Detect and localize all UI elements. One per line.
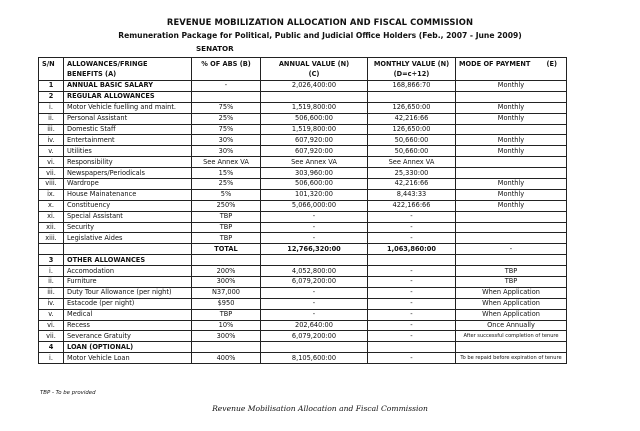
cell-benefit: Recess [64, 320, 192, 331]
cell-pct-abs: 5% [192, 189, 261, 200]
cell-benefit: LOAN (OPTIONAL) [64, 342, 192, 353]
cell-mode-of-payment: Monthly [456, 200, 567, 211]
cell-mode-of-payment [456, 157, 567, 168]
cell-annual-value: 5,066,000:00 [261, 200, 368, 211]
cell-annual-value: 506,600:00 [261, 179, 368, 190]
cell-mode-of-payment: When Application [456, 287, 567, 298]
cell-sn: vi. [39, 157, 64, 168]
table-row [39, 146, 567, 157]
cell-benefit: Medical [64, 309, 192, 320]
cell-monthly-value [368, 255, 456, 266]
table-row [39, 353, 567, 364]
cell-benefit: OTHER ALLOWANCES [64, 255, 192, 266]
cell-benefit: Security [64, 222, 192, 233]
table-row [39, 211, 567, 222]
cell-annual-value: 101,320:00 [261, 189, 368, 200]
table-row [39, 320, 567, 331]
cell-monthly-value: - [368, 320, 456, 331]
cell-pct-abs: TBP [192, 233, 261, 244]
cell-monthly-value: - [368, 309, 456, 320]
table-row [39, 233, 567, 244]
cell-monthly-value: - [368, 331, 456, 342]
cell-pct-abs: 200% [192, 266, 261, 277]
table-row [39, 124, 567, 135]
table-row [39, 342, 567, 353]
cell-mode-of-payment: - [456, 244, 567, 255]
cell-annual-value [261, 91, 368, 102]
cell-pct-abs: 30% [192, 146, 261, 157]
total-row [39, 244, 567, 255]
cell-sn: iv. [39, 298, 64, 309]
cell-mode-of-payment [456, 168, 567, 179]
cell-benefit: Utilities [64, 146, 192, 157]
cell-monthly-value: 126,650:00 [368, 102, 456, 113]
table-row [39, 113, 567, 124]
cell-sn: 1 [39, 81, 64, 92]
cell-monthly-value: 42,216:66 [368, 113, 456, 124]
document-title: REVENUE MOBILIZATION ALLOCATION AND FISCAL COMMISSION [166, 17, 474, 27]
cell-annual-value: 506,600:00 [261, 113, 368, 124]
cell-monthly-value: - [368, 277, 456, 288]
cell-benefit: Motor Vehicle Loan [64, 353, 192, 364]
cell-benefit: Accomodation [64, 266, 192, 277]
cell-sn: 3 [39, 255, 64, 266]
cell-sn: i. [39, 102, 64, 113]
table-header-row [39, 58, 567, 81]
header-monthly-value: MONTHLY VALUE (N) (D=c÷12) [368, 58, 456, 81]
cell-sn: i. [39, 353, 64, 364]
cell-pct-abs: TBP [192, 211, 261, 222]
cell-sn [39, 244, 64, 255]
cell-pct-abs [192, 342, 261, 353]
table-body [39, 81, 567, 364]
table-row [39, 309, 567, 320]
cell-monthly-value: 126,650:00 [368, 124, 456, 135]
cell-mode-of-payment [456, 124, 567, 135]
cell-mode-of-payment [456, 91, 567, 102]
cell-pct-abs [192, 91, 261, 102]
cell-benefit: Wardrope [64, 179, 192, 190]
cell-pct-abs: 400% [192, 353, 261, 364]
cell-annual-value: 607,920:00 [261, 146, 368, 157]
cell-sn: vi. [39, 320, 64, 331]
cell-mode-of-payment: Monthly [456, 146, 567, 157]
cell-pct-abs: 300% [192, 331, 261, 342]
cell-mode-of-payment: TBP [456, 266, 567, 277]
cell-mode-of-payment: Monthly [456, 102, 567, 113]
cell-annual-value: 607,920:00 [261, 135, 368, 146]
table-row [39, 81, 567, 92]
cell-pct-abs: 25% [192, 179, 261, 190]
cell-benefit: Entertainment [64, 135, 192, 146]
table-row [39, 91, 567, 102]
table-row [39, 157, 567, 168]
table-row [39, 298, 567, 309]
table-row [39, 200, 567, 211]
cell-annual-value: - [261, 233, 368, 244]
cell-benefit: Domestic Staff [64, 124, 192, 135]
cell-annual-value: 8,105,600:00 [261, 353, 368, 364]
cell-monthly-value: - [368, 298, 456, 309]
table-row [39, 179, 567, 190]
cell-mode-of-payment: Monthly [456, 179, 567, 190]
remuneration-table [38, 57, 567, 364]
cell-annual-value: - [261, 222, 368, 233]
cell-sn: iii. [39, 287, 64, 298]
cell-pct-abs: - [192, 81, 261, 92]
header-pct-abs: % OF ABS (B) [192, 58, 261, 81]
cell-annual-value: - [261, 298, 368, 309]
cell-benefit: Severance Gratuity [64, 331, 192, 342]
footnote: TBP - To be provided [40, 390, 96, 396]
document-subtitle: Remuneration Package for Political, Public and Judicial Office Holders (Feb., 2007 - June 2009) [118, 31, 522, 40]
cell-sn: ix. [39, 189, 64, 200]
cell-mode-of-payment: Monthly [456, 81, 567, 92]
cell-mode-of-payment: To be repaid before expiration of tenure [456, 353, 567, 364]
cell-monthly-value: 422,166:66 [368, 200, 456, 211]
cell-mode-of-payment: Once Annually [456, 320, 567, 331]
cell-annual-value: - [261, 211, 368, 222]
cell-monthly-value: 25,330:00 [368, 168, 456, 179]
cell-mode-of-payment [456, 342, 567, 353]
cell-annual-value: 4,052,800:00 [261, 266, 368, 277]
cell-sn: vii. [39, 168, 64, 179]
cell-benefit: House Mainatenance [64, 189, 192, 200]
cell-mode-of-payment: Monthly [456, 113, 567, 124]
cell-benefit: Responsibility [64, 157, 192, 168]
cell-annual-value [261, 342, 368, 353]
cell-annual-value: 6,079,200:00 [261, 331, 368, 342]
cell-benefit: Furniture [64, 277, 192, 288]
cell-annual-value: See Annex VA [261, 157, 368, 168]
cell-pct-abs: 75% [192, 124, 261, 135]
cell-pct-abs: 75% [192, 102, 261, 113]
cell-pct-abs: TBP [192, 309, 261, 320]
cell-annual-value: 12,766,320:00 [261, 244, 368, 255]
cell-monthly-value: - [368, 222, 456, 233]
table-row [39, 287, 567, 298]
cell-monthly-value: 50,660:00 [368, 135, 456, 146]
cell-monthly-value: - [368, 266, 456, 277]
cell-benefit: Personal Assistant [64, 113, 192, 124]
cell-mode-of-payment: Monthly [456, 189, 567, 200]
cell-annual-value: 202,640:00 [261, 320, 368, 331]
cell-benefit: Constituency [64, 200, 192, 211]
cell-mode-of-payment [456, 211, 567, 222]
cell-mode-of-payment: When Application [456, 298, 567, 309]
cell-pct-abs: 250% [192, 200, 261, 211]
cell-mode-of-payment: After successful completion of tenure [456, 331, 567, 342]
cell-benefit: Duty Tour Allowance (per night) [64, 287, 192, 298]
cell-sn: v. [39, 309, 64, 320]
cell-monthly-value: 1,063,860:00 [368, 244, 456, 255]
cell-pct-abs: N37,000 [192, 287, 261, 298]
cell-monthly-value: 50,660:00 [368, 146, 456, 157]
cell-sn: 4 [39, 342, 64, 353]
table-row [39, 266, 567, 277]
cell-benefit: Newspapers/Periodicals [64, 168, 192, 179]
table-row [39, 331, 567, 342]
cell-pct-abs: See Annex VA [192, 157, 261, 168]
cell-sn: ii. [39, 277, 64, 288]
cell-annual-value: - [261, 287, 368, 298]
cell-annual-value: - [261, 309, 368, 320]
cell-benefit [64, 244, 192, 255]
cell-pct-abs: TOTAL [192, 244, 261, 255]
cell-annual-value [261, 255, 368, 266]
cell-sn: x. [39, 200, 64, 211]
cell-pct-abs: 300% [192, 277, 261, 288]
cell-sn: viii. [39, 179, 64, 190]
cell-annual-value: 1,519,800:00 [261, 124, 368, 135]
cell-monthly-value: - [368, 287, 456, 298]
footer-signature: Revenue Mobilisation Allocation and Fiscal Commission [212, 404, 428, 413]
cell-mode-of-payment: When Application [456, 309, 567, 320]
table-row [39, 168, 567, 179]
cell-monthly-value: - [368, 233, 456, 244]
cell-sn: v. [39, 146, 64, 157]
cell-monthly-value [368, 91, 456, 102]
cell-sn: iii. [39, 124, 64, 135]
office-category: SENATOR [196, 44, 234, 53]
cell-mode-of-payment: TBP [456, 277, 567, 288]
cell-mode-of-payment: Monthly [456, 135, 567, 146]
cell-sn: ii. [39, 113, 64, 124]
cell-annual-value: 6,079,200:00 [261, 277, 368, 288]
cell-pct-abs: 30% [192, 135, 261, 146]
cell-annual-value: 303,960:00 [261, 168, 368, 179]
table-row [39, 277, 567, 288]
cell-monthly-value: - [368, 353, 456, 364]
cell-benefit: Motor Vehicle fuelling and maint. [64, 102, 192, 113]
header-annual-value: ANNUAL VALUE (N) (C) [261, 58, 368, 81]
cell-sn: i. [39, 266, 64, 277]
cell-mode-of-payment [456, 222, 567, 233]
cell-sn: xi. [39, 211, 64, 222]
cell-benefit: Special Assistant [64, 211, 192, 222]
cell-sn: 2 [39, 91, 64, 102]
cell-mode-of-payment [456, 233, 567, 244]
cell-pct-abs: 25% [192, 113, 261, 124]
table-row [39, 135, 567, 146]
cell-monthly-value: 42,216:66 [368, 179, 456, 190]
cell-benefit: Estacode (per night) [64, 298, 192, 309]
table-row [39, 102, 567, 113]
cell-annual-value: 2,026,400:00 [261, 81, 368, 92]
header-benefits: ALLOWANCES/FRINGE BENEFITS (A) [64, 58, 192, 81]
cell-monthly-value [368, 342, 456, 353]
cell-benefit: Legislative Aides [64, 233, 192, 244]
cell-sn: iv. [39, 135, 64, 146]
cell-monthly-value: 168,866:70 [368, 81, 456, 92]
cell-sn: xiii. [39, 233, 64, 244]
header-mode-of-payment: MODE OF PAYMENT (E) [456, 58, 567, 81]
cell-pct-abs: 10% [192, 320, 261, 331]
cell-benefit: ANNUAL BASIC SALARY [64, 81, 192, 92]
table-row [39, 222, 567, 233]
table-row [39, 189, 567, 200]
cell-monthly-value: See Annex VA [368, 157, 456, 168]
cell-pct-abs: TBP [192, 222, 261, 233]
table-row [39, 255, 567, 266]
cell-monthly-value: - [368, 211, 456, 222]
cell-benefit: REGULAR ALLOWANCES [64, 91, 192, 102]
header-sn: S/N [39, 58, 64, 81]
cell-pct-abs: 15% [192, 168, 261, 179]
cell-monthly-value: 8,443:33 [368, 189, 456, 200]
cell-mode-of-payment [456, 255, 567, 266]
cell-pct-abs: $950 [192, 298, 261, 309]
cell-annual-value: 1,519,800:00 [261, 102, 368, 113]
cell-sn: vii. [39, 331, 64, 342]
cell-pct-abs [192, 255, 261, 266]
cell-sn: xii. [39, 222, 64, 233]
